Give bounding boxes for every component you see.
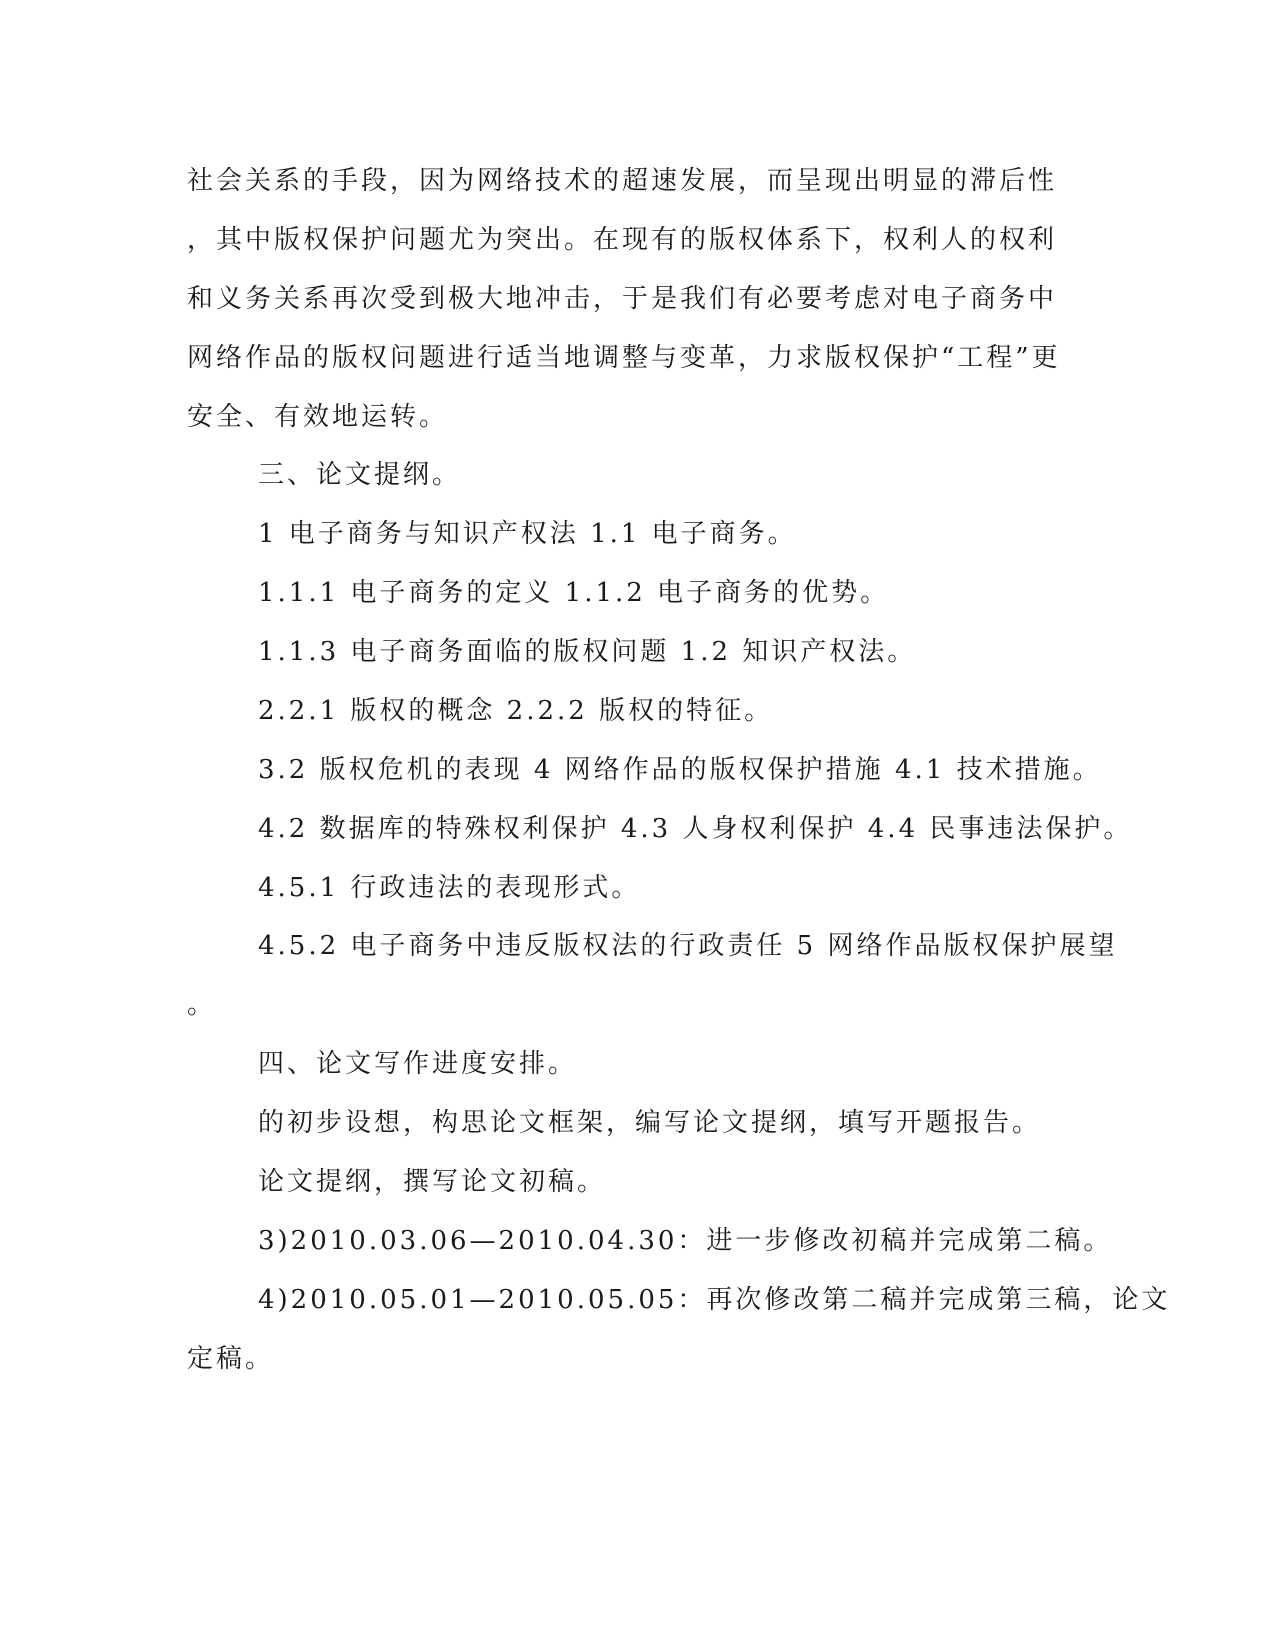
schedule-item: 3)2010.03.06—2010.04.30：进一步修改初稿并完成第二稿。 <box>258 1226 1113 1256</box>
outline-item: 3.2 版权危机的表现 4 网络作品的版权保护措施 4.1 技术措施。 <box>258 755 1102 785</box>
outline-item: 4.2 数据库的特殊权利保护 4.3 人身权利保护 4.4 民事违法保护。 <box>258 814 1133 844</box>
section-heading: 四、论文写作进度安排。 <box>258 1049 578 1079</box>
schedule-item: 的初步设想，构思论文框架，编写论文提纲，填写开题报告。 <box>258 1108 1042 1138</box>
paragraph-line: 和义务关系再次受到极大地冲击，于是我们有必要考虑对电子商务中 <box>187 284 1058 314</box>
outline-item: 4.5.1 行政违法的表现形式。 <box>258 873 641 903</box>
schedule-item: 论文提纲，撰写论文初稿。 <box>258 1167 607 1197</box>
schedule-item-continuation: 定稿。 <box>187 1344 275 1374</box>
outline-item: 4.5.2 电子商务中违反版权法的行政责任 5 网络作品版权保护展望 <box>258 931 1118 961</box>
schedule-item: 4)2010.05.01—2010.05.05：再次修改第二稿并完成第三稿，论文 <box>258 1285 1171 1315</box>
section-heading: 三、论文提纲。 <box>258 460 462 490</box>
outline-item: 1 电子商务与知识产权法 1.1 电子商务。 <box>258 519 797 549</box>
outline-item: 2.2.1 版权的概念 2.2.2 版权的特征。 <box>258 696 774 726</box>
outline-item: 1.1.3 电子商务面临的版权问题 1.2 知识产权法。 <box>258 637 917 667</box>
paragraph-line: 网络作品的版权问题进行适当地调整与变革，力求版权保护“工程”更 <box>187 343 1061 373</box>
outline-item-continuation: 。 <box>187 990 217 1020</box>
paragraph-line: ，其中版权保护问题尤为突出。在现有的版权体系下，权利人的权利 <box>187 225 1058 255</box>
paragraph-line: 社会关系的手段，因为网络技术的超速发展，而呈现出明显的滞后性 <box>187 166 1058 196</box>
outline-item: 1.1.1 电子商务的定义 1.1.2 电子商务的优势。 <box>258 578 890 608</box>
paragraph-line: 安全、有效地运转。 <box>187 402 449 432</box>
